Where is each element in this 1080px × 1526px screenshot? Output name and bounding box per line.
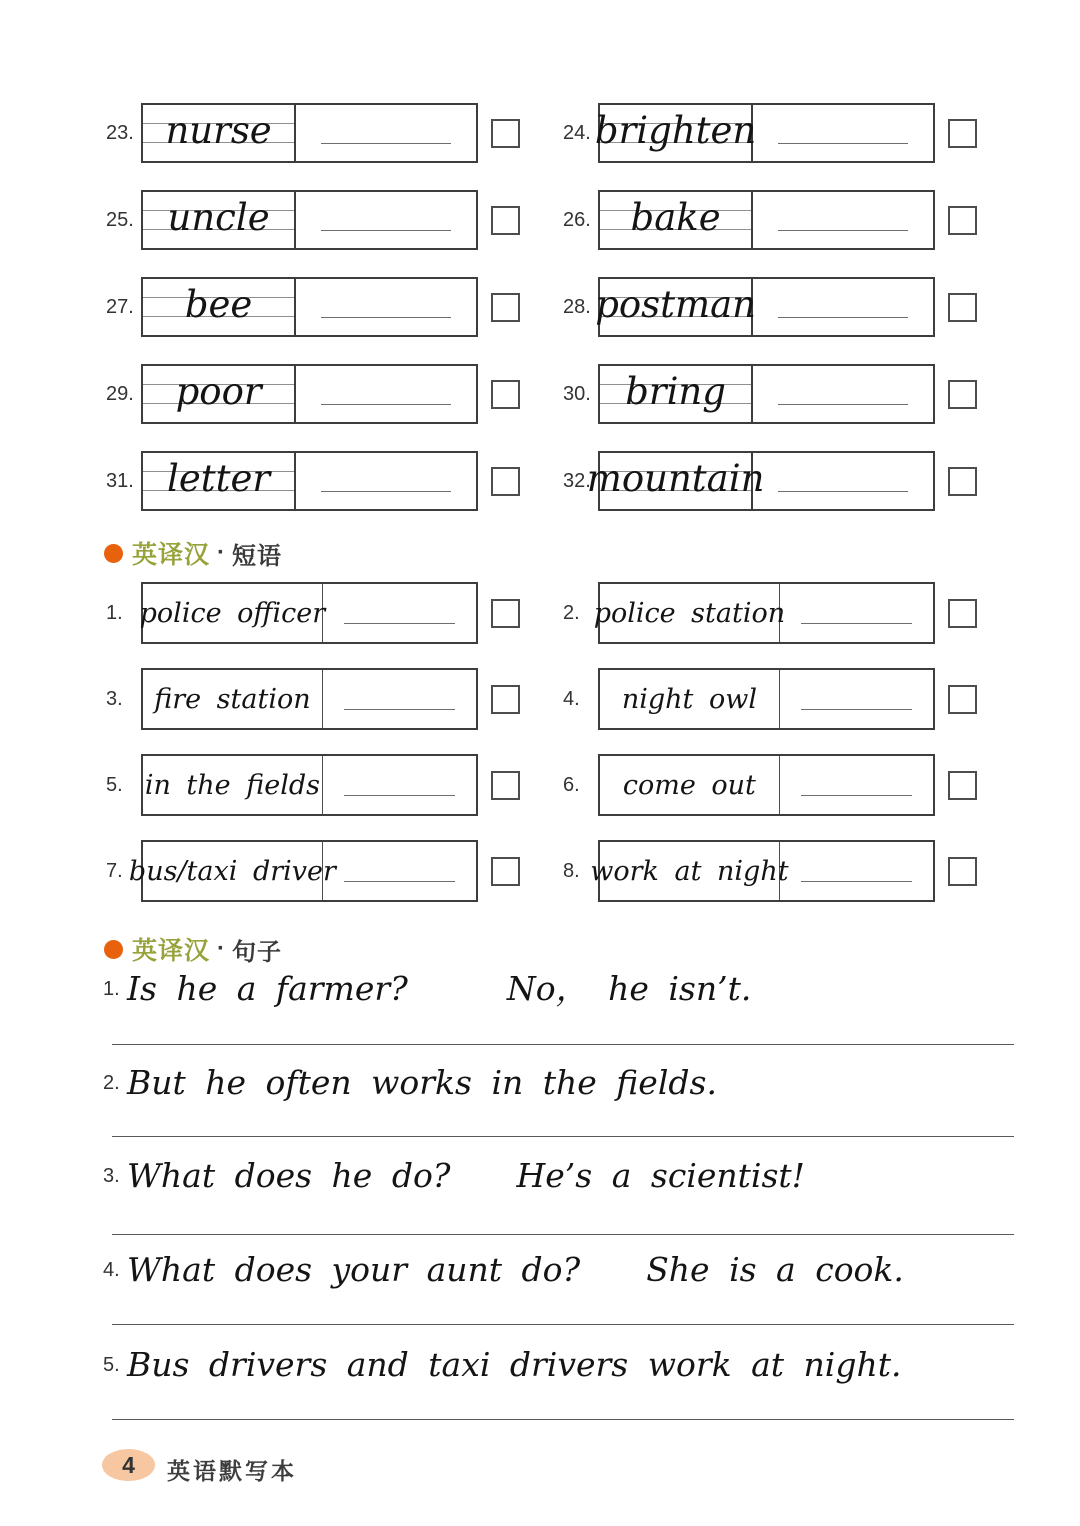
word-box <box>598 364 935 424</box>
phrase-cell <box>139 584 326 642</box>
sentence-number: 5. <box>103 1354 120 1376</box>
phrase-text: work at night <box>590 855 789 887</box>
sentence-number: 3. <box>103 1165 120 1187</box>
sentence-text: Is he a farmer? No， he isn’t. <box>127 969 752 1008</box>
word-entry <box>561 190 981 250</box>
word-text: uncle <box>167 195 270 239</box>
word-cell <box>143 366 296 422</box>
word-box <box>595 277 935 337</box>
page-number-badge <box>102 1449 155 1481</box>
answer-checkbox[interactable] <box>948 119 977 148</box>
phrase-box <box>128 840 478 902</box>
phrase-entry <box>104 754 524 816</box>
phrase-text: police station <box>593 597 786 629</box>
word-text: bake <box>630 195 721 239</box>
sentence-answer-line[interactable] <box>112 1324 1014 1325</box>
sentence-text: What does he do? He’s a scientist! <box>127 1156 805 1195</box>
phrase-cell <box>590 842 789 900</box>
word-cell <box>594 105 757 161</box>
answer-area[interactable] <box>753 453 933 509</box>
answer-line <box>321 317 450 318</box>
answer-area[interactable] <box>296 366 476 422</box>
sentence-text: But he often works in the fields. <box>127 1063 717 1102</box>
phrase-cell <box>143 670 323 728</box>
answer-line <box>344 709 454 710</box>
section-header-phrases <box>104 539 283 570</box>
answer-line <box>321 230 450 231</box>
answer-line <box>321 143 450 144</box>
word-cell <box>143 279 296 335</box>
answer-checkbox[interactable] <box>948 206 977 235</box>
section-subtitle: 句子 <box>232 938 283 966</box>
word-entry <box>561 277 981 337</box>
phrase-number: 5. <box>106 773 123 796</box>
sentence-entry <box>103 966 751 1012</box>
answer-line <box>778 230 907 231</box>
word-text: poor <box>175 369 262 413</box>
sentence-number: 4. <box>103 1259 120 1281</box>
word-entry <box>104 190 524 250</box>
word-cell <box>143 453 296 509</box>
sentence-answer-line[interactable] <box>112 1136 1014 1137</box>
answer-checkbox[interactable] <box>491 685 520 714</box>
answer-checkbox[interactable] <box>948 771 977 800</box>
sentence-answer-line[interactable] <box>112 1234 1014 1235</box>
word-cell <box>586 453 765 509</box>
word-box <box>598 190 935 250</box>
word-box <box>141 103 478 163</box>
phrase-entry <box>561 668 981 730</box>
sentence-entry <box>103 1247 904 1293</box>
phrase-list <box>104 582 981 902</box>
word-entry <box>104 103 524 163</box>
section-bullet-icon <box>104 544 123 563</box>
phrase-text: police officer <box>139 597 326 629</box>
phrase-entry <box>104 668 524 730</box>
word-box <box>141 364 478 424</box>
word-entry <box>104 277 524 337</box>
answer-checkbox[interactable] <box>948 467 977 496</box>
phrase-text: night owl <box>621 683 757 715</box>
word-cell <box>595 279 756 335</box>
phrase-number: 4. <box>563 687 580 710</box>
answer-line <box>321 404 450 405</box>
phrase-entry <box>561 840 981 902</box>
answer-checkbox[interactable] <box>948 293 977 322</box>
answer-area[interactable] <box>753 279 933 335</box>
answer-line <box>778 143 907 144</box>
word-text: mountain <box>586 456 765 500</box>
section-separator: · <box>217 539 226 566</box>
answer-line <box>778 317 907 318</box>
phrase-number: 3. <box>106 687 123 710</box>
answer-area[interactable] <box>296 453 476 509</box>
phrase-cell <box>600 756 780 814</box>
word-entry <box>561 103 981 163</box>
phrase-cell <box>593 584 786 642</box>
word-text: nurse <box>165 108 272 152</box>
phrase-box <box>590 840 935 902</box>
word-box <box>141 190 478 250</box>
answer-area[interactable] <box>296 105 476 161</box>
phrase-text: bus/taxi driver <box>128 855 336 887</box>
word-number: 31. <box>106 469 134 492</box>
phrase-box <box>141 668 478 730</box>
phrase-cell <box>143 756 323 814</box>
answer-checkbox[interactable] <box>948 685 977 714</box>
sentence-entry <box>103 1153 805 1199</box>
answer-line <box>344 881 454 882</box>
section-subtitle: 短语 <box>232 542 283 570</box>
answer-checkbox[interactable] <box>948 380 977 409</box>
word-number: 25. <box>106 208 134 231</box>
answer-line <box>321 491 450 492</box>
word-box <box>594 103 935 163</box>
phrase-entry <box>104 840 524 902</box>
word-box <box>141 277 478 337</box>
answer-checkbox[interactable] <box>491 293 520 322</box>
answer-area[interactable] <box>323 756 476 814</box>
answer-line <box>344 795 454 796</box>
phrase-box <box>598 754 935 816</box>
answer-line <box>801 881 911 882</box>
section-header-sentences <box>104 935 283 966</box>
word-number: 27. <box>106 295 134 318</box>
answer-checkbox[interactable] <box>948 857 977 886</box>
phrase-entry <box>561 754 981 816</box>
answer-area[interactable] <box>323 842 476 900</box>
word-number: 23. <box>106 121 134 144</box>
sentence-text: What does your aunt do? She is a cook. <box>127 1250 904 1289</box>
phrase-entry <box>561 582 981 644</box>
answer-area[interactable] <box>780 842 933 900</box>
phrase-number: 1. <box>106 601 123 624</box>
answer-line <box>344 623 454 624</box>
answer-checkbox[interactable] <box>491 599 520 628</box>
sentence-entry <box>103 1342 901 1388</box>
phrase-text: fire station <box>154 683 311 715</box>
word-box <box>586 451 935 511</box>
phrase-cell <box>128 842 336 900</box>
word-number: 24. <box>563 121 591 144</box>
word-number: 29. <box>106 382 134 405</box>
page-number: 4 <box>122 1451 135 1478</box>
phrase-entry <box>104 582 524 644</box>
word-number: 28. <box>563 295 591 318</box>
phrase-number: 2. <box>563 601 580 624</box>
phrase-number: 7. <box>106 859 123 882</box>
word-entry <box>561 451 981 511</box>
answer-checkbox[interactable] <box>491 206 520 235</box>
sentence-answer-line[interactable] <box>112 1044 1014 1045</box>
sentence-answer-line[interactable] <box>112 1419 1014 1420</box>
phrase-text: in the fields <box>144 769 320 801</box>
word-list <box>104 103 981 511</box>
answer-area[interactable] <box>323 584 476 642</box>
word-cell <box>143 105 296 161</box>
answer-area[interactable] <box>296 279 476 335</box>
book-title: 英语默写本 <box>167 1458 297 1484</box>
phrase-box <box>593 582 935 644</box>
section-title: 英译汉 <box>132 541 211 569</box>
phrase-box <box>598 668 935 730</box>
word-box <box>141 451 478 511</box>
sentence-number: 1. <box>103 978 120 1000</box>
phrase-cell <box>600 670 780 728</box>
answer-checkbox[interactable] <box>491 119 520 148</box>
word-cell <box>600 366 753 422</box>
word-number: 26. <box>563 208 591 231</box>
phrase-box <box>141 754 478 816</box>
word-entry <box>561 364 981 424</box>
word-number: 30. <box>563 382 591 405</box>
word-text: letter <box>167 456 271 500</box>
answer-area[interactable] <box>323 670 476 728</box>
word-entry <box>104 451 524 511</box>
phrase-number: 8. <box>563 859 580 882</box>
phrase-text: come out <box>622 769 756 801</box>
word-text: brighten <box>594 108 757 152</box>
section-separator: · <box>217 935 226 962</box>
answer-line <box>778 491 907 492</box>
answer-area[interactable] <box>780 670 933 728</box>
answer-area[interactable] <box>753 105 933 161</box>
answer-area[interactable] <box>780 756 933 814</box>
answer-area[interactable] <box>780 584 933 642</box>
section-title: 英译汉 <box>132 937 211 965</box>
answer-checkbox[interactable] <box>491 380 520 409</box>
answer-area[interactable] <box>753 192 933 248</box>
word-text: bring <box>625 369 726 413</box>
answer-checkbox[interactable] <box>491 467 520 496</box>
word-cell <box>143 192 296 248</box>
answer-checkbox[interactable] <box>948 599 977 628</box>
word-text: postman <box>595 282 756 326</box>
sentence-number: 2. <box>103 1072 120 1094</box>
answer-line <box>801 795 911 796</box>
answer-line <box>778 404 907 405</box>
answer-checkbox[interactable] <box>491 857 520 886</box>
answer-area[interactable] <box>753 366 933 422</box>
word-text: bee <box>184 282 253 326</box>
word-number: 32. <box>563 469 591 492</box>
answer-line <box>801 623 911 624</box>
answer-line <box>801 709 911 710</box>
section-bullet-icon <box>104 940 123 959</box>
sentence-text: Bus drivers and taxi drivers work at night. <box>127 1345 902 1384</box>
answer-area[interactable] <box>296 192 476 248</box>
word-cell <box>600 192 753 248</box>
phrase-number: 6. <box>563 773 580 796</box>
word-entry <box>104 364 524 424</box>
phrase-box <box>141 582 478 644</box>
sentence-entry <box>103 1060 717 1106</box>
answer-checkbox[interactable] <box>491 771 520 800</box>
